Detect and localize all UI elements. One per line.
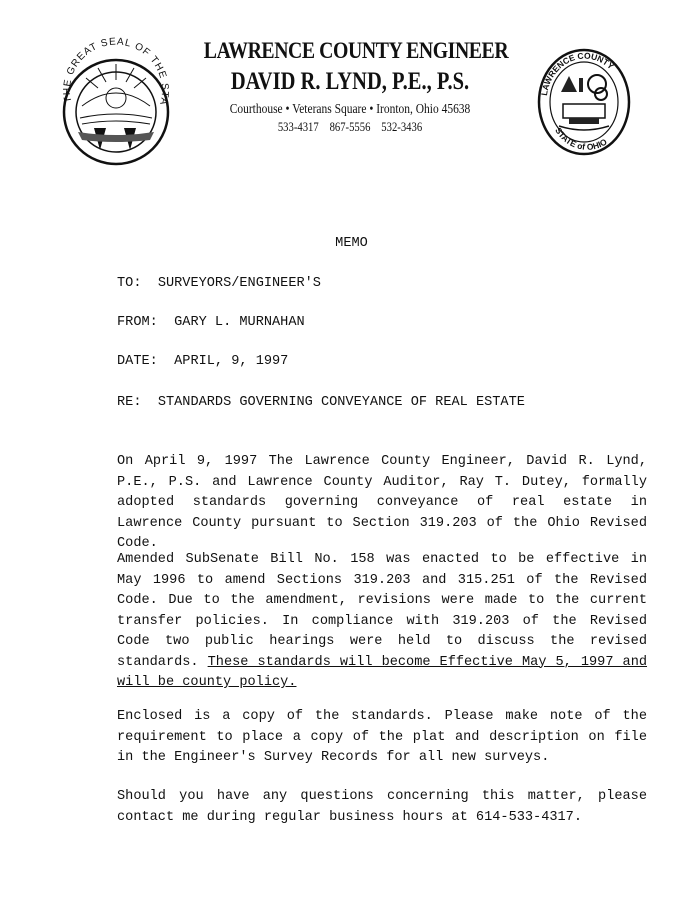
county-seal-top-text: LAWRENCE COUNTY	[539, 50, 616, 97]
to-label: TO:	[117, 276, 142, 291]
from-value: GARY L. MURNAHAN	[174, 315, 305, 330]
to-field	[117, 276, 321, 291]
date-value: APRIL, 9, 1997	[174, 354, 289, 369]
office-address: Courthouse • Veterans Square • Ironton, Ohio 45638	[229, 102, 471, 117]
date-label: DATE:	[117, 354, 158, 369]
ohio-seal-graphic	[58, 20, 170, 170]
ohio-state-seal	[58, 20, 170, 170]
phone-number-1: 533-4317	[277, 119, 319, 134]
from-label: FROM:	[117, 315, 158, 330]
letterhead-title: LAWRENCE COUNTY ENGINEER	[203, 38, 509, 63]
phone-number-3: 532-3436	[381, 119, 423, 134]
subject-label: RE:	[117, 395, 142, 410]
body-paragraph-4: Should you have any questions concerning this matter, please contact me during regular business hours at 614-533-4317.	[117, 789, 647, 825]
from-field	[117, 315, 305, 330]
effective-date-notice: These standards will become Effective May 5, 1997 and will be county policy.	[117, 654, 648, 690]
to-value: SURVEYORS/ENGINEER'S	[157, 276, 321, 291]
body-paragraph-1: On April 9, 1997 The Lawrence County Engineer, David R. Lynd, P.E., P.S. and Lawrence County Auditor, Ray T. Dutey, formally adopted standards governing conveyance of real estate in Lawrence County pursuant to Section 319.203 of the Ohio Revised Code.	[117, 454, 647, 551]
engineer-name: DAVID R. LYND, P.E., P.S.	[230, 68, 470, 95]
subject-value: STANDARDS GOVERNING CONVEYANCE OF REAL ESTATE	[157, 395, 525, 410]
phone-number-2: 867-5556	[329, 119, 371, 134]
body-paragraph-3: Enclosed is a copy of the standards. Please make note of the requirement to place a copy of the plat and description on file in the Engineer's Survey Records for all new surveys.	[117, 709, 647, 765]
paragraph-2-text: Amended SubSenate Bill No. 158 was enacted to be effective in May 1996 to amend Sections 319.203 and 315.251 of the Revised Code. Due to the amendment, revisions were made to the current transfer policies. In compliance with 319.203 of the Revised Code two public hearings were held to discuss the revised standards.	[117, 552, 647, 670]
county-seal-graphic	[535, 38, 633, 160]
subject-field	[117, 395, 525, 410]
memo-heading: MEMO	[335, 236, 368, 251]
phone-numbers	[211, 119, 490, 135]
body-paragraph-2	[117, 550, 647, 694]
svg-text:THE GREAT SEAL OF THE STATE OF: THE GREAT SEAL OF THE STA	[61, 36, 170, 106]
date-field	[117, 354, 288, 369]
letterhead	[180, 38, 520, 135]
county-seal-bottom-text: STATE of OHIO	[553, 125, 609, 152]
lawrence-county-seal	[535, 38, 633, 160]
